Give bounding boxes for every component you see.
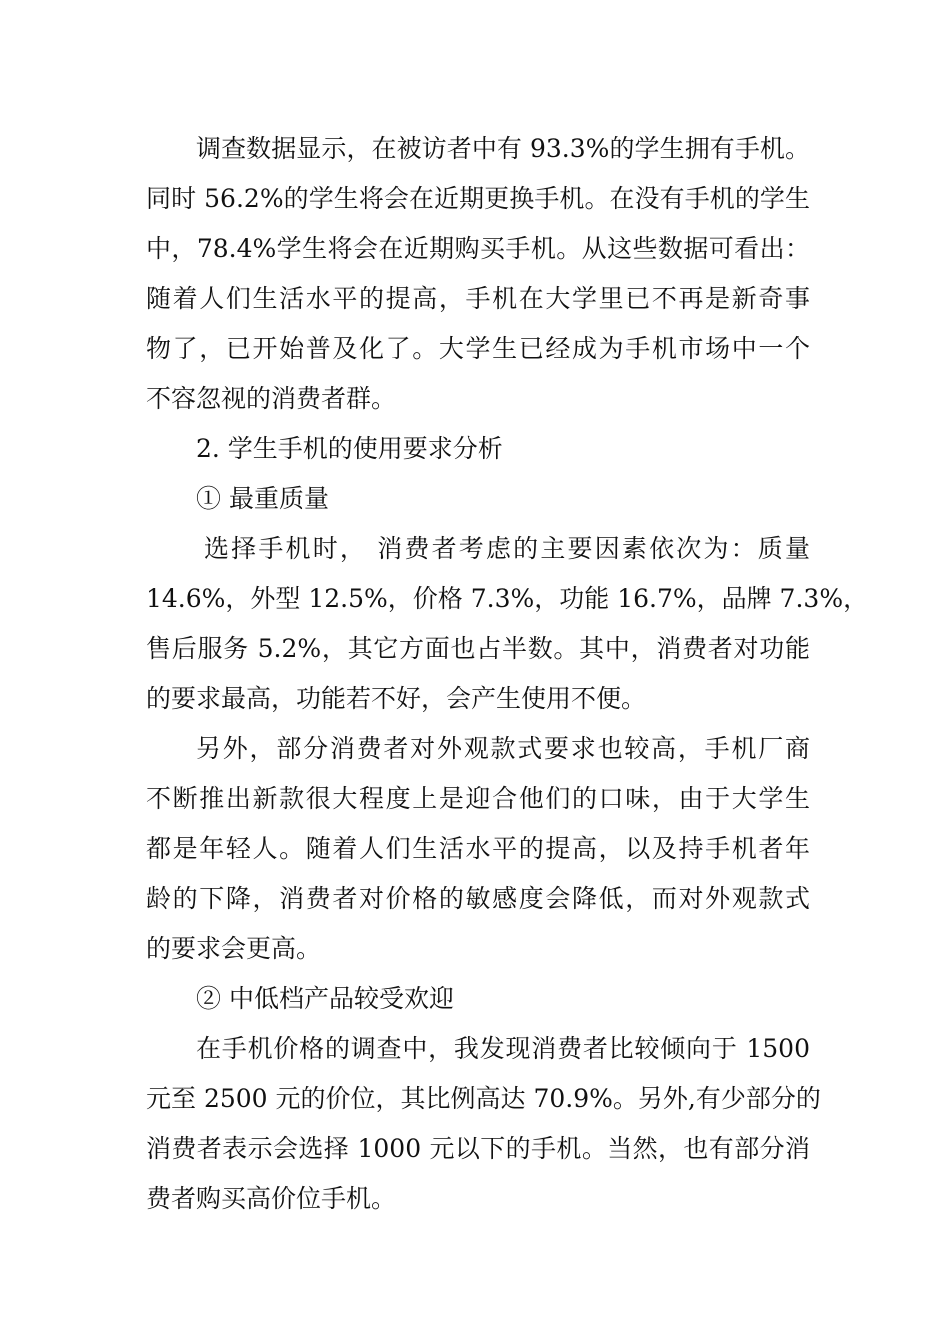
text-line: 售后服务 5.2%，其它方面也占半数。其中，消费者对功能 [146,634,810,663]
text-line: 的要求最高，功能若不好，会产生使用不便。 [146,684,647,713]
text-line: 同时 56.2%的学生将会在近期更换手机。在没有手机的学生 [146,184,810,213]
text-line: 中，78.4%学生将会在近期购买手机。从这些数据可看出： [146,234,810,263]
text-line: 不断推出新款很大程度上是迎合他们的口味，由于大学生 [146,784,810,813]
text-line: 龄的下降，消费者对价格的敏感度会降低，而对外观款式 [146,884,810,913]
text-line: 消费者表示会选择 1000 元以下的手机。当然，也有部分消 [146,1134,810,1163]
text-line: 14.6%，外型 12.5%，价格 7.3%，功能 16.7%，品牌 7.3%， [146,584,869,613]
text-line: 随着人们生活水平的提高，手机在大学里已不再是新奇事 [146,284,810,313]
subsection-heading: ① 最重质量 [196,484,329,513]
text-line: 物了，已开始普及化了。大学生已经成为手机市场中一个 [146,334,810,363]
section-heading: 2. 学生手机的使用要求分析 [196,434,503,463]
text-line: 在手机价格的调查中，我发现消费者比较倾向于 1500 [196,1034,810,1063]
text-line: 的要求会更高。 [146,934,322,963]
text-line: 费者购买高价位手机。 [146,1184,397,1213]
text-line: 元至 2500 元的价位，其比例高达 70.9%。另外,有少部分的 [146,1084,821,1113]
text-line: 调查数据显示，在被访者中有 93.3%的学生拥有手机。 [196,134,810,163]
text-line: 选择手机时， 消费者考虑的主要因素依次为：质量 [204,534,810,563]
text-line: 都是年轻人。随着人们生活水平的提高，以及持手机者年 [146,834,810,863]
text-line: 另外，部分消费者对外观款式要求也较高，手机厂商 [196,734,810,763]
subsection-heading: ② 中低档产品较受欢迎 [196,984,454,1013]
text-line: 不容忽视的消费者群。 [146,384,397,413]
